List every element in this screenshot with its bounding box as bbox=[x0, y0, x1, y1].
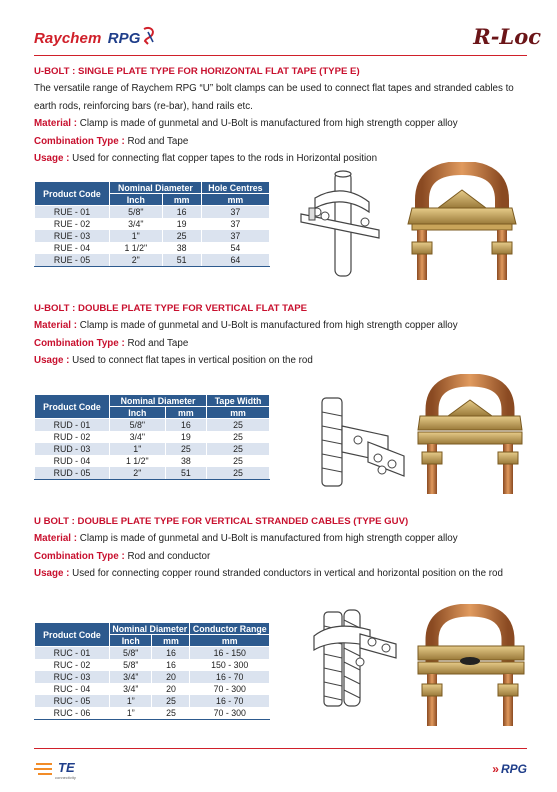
spec-table-ruc bbox=[34, 622, 270, 720]
cell-code: RUC - 04 bbox=[35, 683, 110, 695]
cell-code: RUE - 01 bbox=[35, 206, 110, 218]
table-row bbox=[35, 419, 270, 431]
rloc-logo: R-Loc bbox=[473, 24, 541, 49]
combination-text: Rod and Tape bbox=[124, 337, 189, 349]
rpg-swirl-icon bbox=[141, 26, 157, 46]
cell-value: 16 - 150 bbox=[190, 647, 270, 659]
material-label: Material : bbox=[34, 320, 78, 331]
cell-code: RUE - 05 bbox=[35, 254, 110, 266]
cell-mm: 16 bbox=[165, 419, 206, 431]
table-row bbox=[35, 242, 270, 254]
table-row bbox=[35, 695, 270, 707]
cell-mm: 25 bbox=[152, 707, 190, 719]
material-text: Clamp is made of gunmetal and U-Bolt is manufactured from high strength copper alloy bbox=[77, 118, 458, 130]
cell-inch: 3/4” bbox=[110, 683, 152, 695]
cell-code: RUC - 05 bbox=[35, 695, 110, 707]
col-header-nominal-diameter: Nominal Diameter bbox=[110, 623, 190, 635]
combination-label: Combination Type : bbox=[34, 135, 125, 147]
cell-mm: 16 bbox=[162, 206, 201, 218]
material-line bbox=[34, 115, 530, 133]
section-title: U BOLT : DOUBLE PLATE TYPE FOR VERTICAL STRANDED CABLES (TYPE GUV) bbox=[34, 516, 409, 527]
combination-line bbox=[34, 133, 530, 151]
cell-code: RUC - 01 bbox=[35, 647, 110, 659]
table-row bbox=[35, 206, 270, 218]
usage-text: Used for connecting copper round stranded conductors in vertical and horizontal position on the rod bbox=[69, 568, 503, 580]
cell-inch: 5/8" bbox=[110, 206, 163, 218]
material-text: Clamp is made of gunmetal and U-Bolt is manufactured from high strength copper alloy bbox=[77, 533, 458, 544]
cell-value: 37 bbox=[201, 218, 269, 230]
rue-line-drawing-image bbox=[295, 168, 385, 280]
table-row bbox=[35, 707, 270, 719]
col-header-tape-width: Tape Width bbox=[207, 395, 270, 407]
combination-text: Rod and conductor bbox=[124, 550, 211, 562]
combination-line bbox=[34, 335, 530, 353]
table-row bbox=[35, 218, 270, 230]
material-line bbox=[34, 317, 530, 335]
usage-text: Used to connect flat tapes in vertical position on the rod bbox=[69, 355, 313, 367]
cell-value: 70 - 300 bbox=[190, 707, 270, 719]
cell-inch: 5/8” bbox=[110, 659, 152, 671]
rpg-arrows-icon: » bbox=[492, 762, 499, 776]
combination-text: Rod and Tape bbox=[124, 135, 189, 147]
table-row bbox=[35, 647, 270, 659]
cell-code: RUD - 04 bbox=[35, 455, 110, 467]
rud-line-drawing-image bbox=[312, 392, 410, 492]
table-row bbox=[35, 659, 270, 671]
table-row bbox=[35, 671, 270, 683]
cell-mm: 19 bbox=[162, 218, 201, 230]
col-header-nominal-diameter: Nominal Diameter bbox=[110, 395, 207, 407]
cell-value: 25 bbox=[207, 467, 270, 479]
section-single-plate-horizontal bbox=[34, 66, 530, 168]
cell-value: 25 bbox=[207, 431, 270, 443]
cell-inch: 3/4" bbox=[110, 218, 163, 230]
brand-rpg: RPG bbox=[107, 30, 141, 47]
cell-inch: 2" bbox=[110, 254, 163, 266]
footer-divider bbox=[34, 748, 527, 749]
cell-mm: 25 bbox=[165, 443, 206, 455]
rud-clamp-photo-image bbox=[410, 374, 530, 496]
cell-value: 16 - 70 bbox=[190, 671, 270, 683]
cell-mm: 51 bbox=[165, 467, 206, 479]
cell-code: RUC - 02 bbox=[35, 659, 110, 671]
cell-inch: 3/4" bbox=[110, 431, 166, 443]
cell-value: 64 bbox=[201, 254, 269, 266]
cell-code: RUE - 04 bbox=[35, 242, 110, 254]
cell-inch: 1 1/2" bbox=[110, 455, 166, 467]
page-header bbox=[0, 0, 557, 62]
cell-code: RUD - 01 bbox=[35, 419, 110, 431]
cell-mm: 20 bbox=[152, 683, 190, 695]
combination-label: Combination Type : bbox=[34, 550, 125, 562]
rpg-footer-logo bbox=[492, 762, 527, 776]
brand-name: Raychem bbox=[34, 30, 102, 47]
cell-value: 37 bbox=[201, 206, 269, 218]
table-row bbox=[35, 254, 270, 266]
cell-value: 25 bbox=[207, 455, 270, 467]
cell-code: RUE - 02 bbox=[35, 218, 110, 230]
header-divider bbox=[34, 55, 527, 56]
section-double-plate-vertical-tape bbox=[34, 303, 530, 370]
section-double-plate-stranded-cables bbox=[34, 516, 530, 583]
material-label: Material : bbox=[34, 118, 78, 130]
table-row bbox=[35, 455, 270, 467]
cell-mm: 25 bbox=[162, 230, 201, 242]
cell-mm: 25 bbox=[152, 695, 190, 707]
cell-inch: 1” bbox=[110, 707, 152, 719]
usage-label: Usage : bbox=[34, 568, 70, 580]
cell-inch: 1 1/2" bbox=[110, 242, 163, 254]
cell-value: 16 - 70 bbox=[190, 695, 270, 707]
cell-code: RUD - 05 bbox=[35, 467, 110, 479]
cell-mm: 16 bbox=[152, 647, 190, 659]
combination-label: Combination Type : bbox=[34, 337, 125, 349]
cell-mm: 51 bbox=[162, 254, 201, 266]
cell-code: RUC - 06 bbox=[35, 707, 110, 719]
cell-mm: 38 bbox=[162, 242, 201, 254]
usage-line bbox=[34, 352, 530, 370]
table-row bbox=[35, 683, 270, 695]
spec-table-rud bbox=[34, 394, 270, 480]
sub-header-mm: mm bbox=[207, 407, 270, 419]
cell-inch: 1” bbox=[110, 695, 152, 707]
usage-text: Used for connecting flat copper tapes to the rods in Horizontal position bbox=[69, 153, 378, 165]
cell-mm: 16 bbox=[152, 659, 190, 671]
material-line bbox=[34, 530, 530, 548]
ruc-line-drawing-image bbox=[300, 606, 410, 712]
ruc-clamp-photo-image bbox=[412, 604, 530, 728]
cell-code: RUC - 03 bbox=[35, 671, 110, 683]
table-row bbox=[35, 467, 270, 479]
section-intro: The versatile range of Raychem RPG “U” bolt clamps can be used to connect flat tapes and stranded cables to earth rods, reinforcing bars (re-bar), hand rails etc. bbox=[34, 83, 514, 112]
material-label: Material : bbox=[34, 533, 78, 544]
col-header-hole-centres: Hole Centres bbox=[201, 182, 269, 194]
spec-table-rue bbox=[34, 181, 270, 267]
cell-mm: 19 bbox=[165, 431, 206, 443]
cell-inch: 5/8" bbox=[110, 419, 166, 431]
material-text: Clamp is made of gunmetal and U-Bolt is manufactured from high strength copper alloy bbox=[77, 320, 458, 331]
cell-value: 150 - 300 bbox=[190, 659, 270, 671]
table-row bbox=[35, 431, 270, 443]
sub-header-inch: Inch bbox=[110, 407, 166, 419]
sub-header-mm: mm bbox=[190, 635, 270, 647]
te-logo-subtext: connectivity bbox=[55, 775, 76, 780]
cell-inch: 1" bbox=[110, 443, 166, 455]
col-header-product-code: Product Code bbox=[35, 395, 110, 419]
sub-header-inch: Inch bbox=[110, 635, 152, 647]
cell-value: 70 - 300 bbox=[190, 683, 270, 695]
rue-clamp-photo-image bbox=[398, 162, 530, 288]
section-title: U-BOLT : SINGLE PLATE TYPE FOR HORIZONTAL FLAT TAPE (TYPE E) bbox=[34, 66, 360, 77]
rpg-footer-text: RPG bbox=[500, 762, 527, 776]
col-header-product-code: Product Code bbox=[35, 623, 110, 647]
cell-code: RUD - 03 bbox=[35, 443, 110, 455]
cell-code: RUE - 03 bbox=[35, 230, 110, 242]
cell-value: 37 bbox=[201, 230, 269, 242]
cell-value: 25 bbox=[207, 443, 270, 455]
cell-value: 25 bbox=[207, 419, 270, 431]
table-row bbox=[35, 230, 270, 242]
cell-inch: 1" bbox=[110, 230, 163, 242]
sub-header-mm: mm bbox=[165, 407, 206, 419]
raychem-rpg-logo bbox=[34, 30, 141, 47]
col-header-conductor-range: Conductor Range bbox=[190, 623, 270, 635]
sub-header-inch: Inch bbox=[110, 194, 163, 206]
usage-label: Usage : bbox=[34, 153, 70, 165]
cell-code: RUD - 02 bbox=[35, 431, 110, 443]
section-title: U-BOLT : DOUBLE PLATE TYPE FOR VERTICAL FLAT TAPE bbox=[34, 303, 308, 314]
cell-value: 54 bbox=[201, 242, 269, 254]
cell-inch: 3/4” bbox=[110, 671, 152, 683]
sub-header-mm: mm bbox=[152, 635, 190, 647]
col-header-nominal-diameter: Nominal Diameter bbox=[110, 182, 202, 194]
table-row bbox=[35, 443, 270, 455]
te-logo-text: TE bbox=[58, 760, 75, 775]
combination-line bbox=[34, 548, 530, 566]
cell-inch: 2" bbox=[110, 467, 166, 479]
cell-mm: 38 bbox=[165, 455, 206, 467]
col-header-product-code: Product Code bbox=[35, 182, 110, 206]
usage-label: Usage : bbox=[34, 355, 70, 367]
cell-inch: 5/8" bbox=[110, 647, 152, 659]
sub-header-mm: mm bbox=[201, 194, 269, 206]
sub-header-mm: mm bbox=[162, 194, 201, 206]
usage-line bbox=[34, 565, 530, 583]
cell-mm: 20 bbox=[152, 671, 190, 683]
